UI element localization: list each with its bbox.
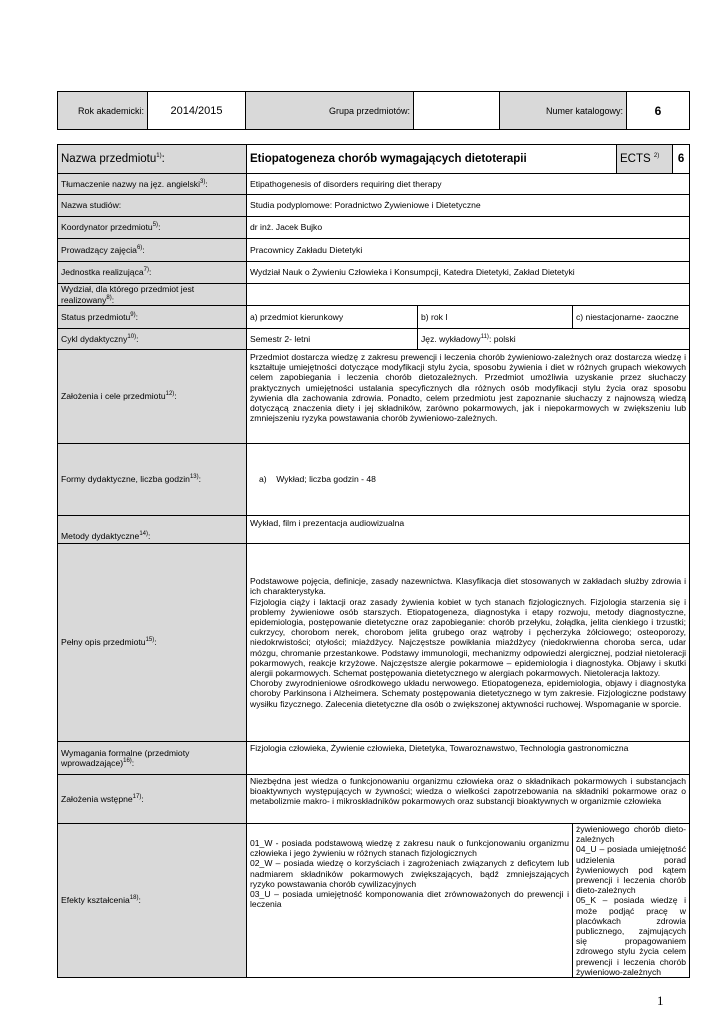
cykl-label: Cykl dydaktyczny$^{10)}$: [58, 329, 247, 350]
status-label: Status przedmiotu$^{9)}$: [58, 306, 247, 329]
koordynator-label: Koordynator przedmiotu$^{5)}$: [58, 217, 247, 239]
prowadzacy-label: Prowadzący zajęcia$^{6)}$: [58, 239, 247, 262]
grupa-przedmiotow-label: Grupa przedmiotów: [246, 92, 414, 130]
row-tlumaczenie [58, 174, 690, 195]
ects-label: ECTS $^{2)}$ [617, 145, 673, 174]
opis-value [247, 544, 690, 742]
tlumaczenie-label: Tłumaczenie nazwy na jęz. angielski$^{3)}$: [58, 174, 247, 195]
tlumaczenie-value: Etipathogenesis of disorders requiring diet therapy [247, 174, 690, 195]
grupa-przedmiotow-value [414, 92, 500, 130]
jezyk-cell: Jęz. wykładowy$^{11)}$: polski [418, 329, 690, 350]
opis-paragraph-3: Choroby zwyrodnieniowe ośrodkowego układu nerwowego. Etiopatogeneza, epidemiologia, objawy i diagnostyka choroby Parkinsona i Alzheimera. Schematy postępowania dietetycznego w tym zakresie. Fizjologiczne podstawy wysiłku fizycznego. Zalecenia dietetyczne dla osób o zwiększonej aktywności ruchowej. Wspomaganie w sporcie. [250, 678, 687, 709]
row-wymagania [58, 742, 690, 775]
nazwa-value: Etiopatogeneza chorób wymagających dietoterapii [247, 145, 617, 174]
efekt-02-w: 02_W – posiada wiedzę o korzyściach i zagrożeniach związanych z deficytem lub nadmiarem składników pokarmowych zwiększających, bądź zmniejszających ryzyko powstawania chorób cywilizacyjnych [250, 858, 569, 889]
row-efekty [58, 824, 690, 978]
numer-katalogowy-label: Numer katalogowy: [500, 92, 627, 130]
opis-paragraph-1: Podstawowe pojęcia, definicje, zasady nazewnictwa. Klasyfikacja diet stosowanych w zakładach służby zdrowia i ich charakterystyka. [250, 576, 687, 597]
row-opis [58, 544, 690, 742]
jednostka-value: Wydział Nauk o Żywieniu Człowieka i Konsumpcji, Katedra Dietetyki, Zakład Dietetyki [247, 262, 690, 284]
row-wstepne [58, 775, 690, 824]
efekt-03-u: 03_U – posiada umiejętność komponowania diet zrównoważonych do prewencji i leczenia [250, 889, 569, 910]
row-jednostka [58, 262, 690, 284]
row-prowadzacy [58, 239, 690, 262]
wstepne-value: Niezbędna jest wiedza o funkcjonowaniu organizmu człowieka oraz o składnikach pokarmowych i substancjach bioaktywnych występujących w żywności; wiedza o wielkości zapotrzebowania na składniki pokarmowe oraz o metabolizmie makro- i mikroskładników pokarmowych oraz substancji bioaktywnych w organizmie człowieka [247, 775, 690, 824]
opis-paragraph-2: Fizjologia ciąży i laktacji oraz zasady żywienia kobiet w tych stanach fizjologicznych. Fizjologia starzenia się i problemy żywieniowe osób starszych. Etiopatogeneza, diagnostyka i etapy rozwoju, metody diagnostyczne, epidemiologia, postępowanie dietetyczne oraz zapobieganie: chorób przełyku, żołądka, jelita cienkiego i trzustki; cukrzycy, chorobom nerek, chorobom jelita grubego oraz wątroby i pęcherzyka żółciowego; osteoporozy, niedokrwistości; otyłości; miażdżycy. Najczęstsze powikłania miażdżycy (niedokrwienna choroba serca, udar mózgu, chromanie przestankowe. Podstawy immunologii, mechanizmy odpowiedzi alergicznej, podział nietoleracji pokarmowych, reakcje krzyżowe. Najczęstsze alergie pokarmowe – epidemiologia i diagnostyka. Objawy i skutki alergii pokarmowych. Schemat postępowania dietetycznego w alergiach pokarmowych. Nietoleracja laktozy. [250, 596, 687, 678]
wymagania-value: Fizjologia człowieka, Żywienie człowieka, Dietetyka, Towaroznawstwo, Technologia gastronomiczna [247, 742, 690, 775]
row-status [58, 306, 690, 329]
koordynator-value: dr inż. Jacek Bujko [247, 217, 690, 239]
row-formy [58, 444, 690, 516]
efekt-01-w: 01_W - posiada podstawową wiedzę z zakresu nauk o funkcjonowaniu organizmu człowieka i jego żywieniu w różnych stanach fizjologicznych [250, 838, 569, 859]
efekty-label: Efekty kształcenia$^{18)}$: [58, 824, 247, 978]
efekt-05-k: 05_K – posiada wiedzę i może podjąć pracę w placówkach zdrowia publicznego, zajmujących się propagowaniem zdrowego stylu życia celem prewencji i leczenia chorób żywieniowo-zależnych [576, 895, 687, 977]
row-wydzial [58, 284, 690, 306]
status-a: a) przedmiot kierunkowy [247, 306, 418, 329]
studia-value: Studia podyplomowe: Poradnictwo Żywieniowe i Dietetyczne [247, 195, 690, 217]
header-table [57, 91, 690, 130]
rok-akademicki-label: Rok akademicki: [58, 92, 148, 130]
efekt-03-u-cont: żywieniowego chorób dieto-zależnych [576, 824, 687, 845]
efekty-right [573, 824, 690, 978]
row-metody [58, 516, 690, 544]
wstepne-label: Założenia wstępne$^{17)}$: [58, 775, 247, 824]
row-studia [58, 195, 690, 217]
ects-value: 6 [673, 145, 690, 174]
studia-label: Nazwa studiów: [58, 195, 247, 217]
page-number: 1 [657, 993, 664, 1008]
course-table [57, 144, 690, 978]
wydzial-label: Wydział, dla którego przedmiot jest realizowany$^{8)}$: [58, 284, 247, 306]
row-zalozenia [58, 350, 690, 444]
nazwa-label: Nazwa przedmiotu$^{1)}$: [58, 145, 247, 174]
row-cykl [58, 329, 690, 350]
wydzial-value [247, 284, 690, 306]
formy-value: a) Wykład; liczba godzin - 48 [247, 444, 690, 516]
jednostka-label: Jednostka realizująca$^{7)}$: [58, 262, 247, 284]
status-c: c) niestacjonarne- zaoczne [573, 306, 690, 329]
rok-akademicki-value: 2014/2015 [148, 92, 246, 130]
row-nazwa [58, 145, 690, 174]
numer-katalogowy-value: 6 [627, 92, 690, 130]
prowadzacy-value: Pracownicy Zakładu Dietetyki [247, 239, 690, 262]
opis-label: Pełny opis przedmiotu$^{15)}$: [58, 544, 247, 742]
wymagania-label: Wymagania formalne (przedmioty wprowadzające)$^{16)}$: [58, 742, 247, 775]
cykl-value: Semestr 2- letni [247, 329, 418, 350]
row-koordynator [58, 217, 690, 239]
zalozenia-value: Przedmiot dostarcza wiedzę z zakresu prewencji i leczenia chorób żywieniowo-zależnych oraz dostarcza wiedzę i kształtuje umiejętności dotyczące modyfikacji stylu życia, sposobu żywienia i diet w różnych grupach wiekowych celem zapobiegania i leczenia chorób dietozależnych. Przedmiot umożliwia uzyskanie przez słuchaczy praktycznych umiejętności ustalania specyficznych dla różnych osób modyfikacji stylu życia oraz sposobu żywienia dla zachowania zdrowia. Ponadto, celem przedmiotu jest zapoznanie słuchaczy z najnowszą wiedzą dotyczącą znaczenia diety i jej składników, zarówno pokarmowych, jak i niepokarmowych w zwiększeniu lub zmniejszeniu ryzyka powstawania chorób żywieniowo-zależnych. [247, 350, 690, 444]
formy-label: Formy dydaktyczne, liczba godzin$^{13)}$: [58, 444, 247, 516]
efekty-left [247, 824, 573, 978]
zalozenia-label: Założenia i cele przedmiotu$^{12)}$: [58, 350, 247, 444]
metody-value: Wykład, film i prezentacja audiowizualna [247, 516, 690, 544]
status-b: b) rok I [418, 306, 573, 329]
efekt-04-u: 04_U – posiada umiejętność udzielenia porad żywieniowych pod kątem prewencji i leczenia chorób dieto-zależnych [576, 844, 687, 896]
metody-label: Metody dydaktyczne$^{14)}$: [58, 516, 247, 544]
